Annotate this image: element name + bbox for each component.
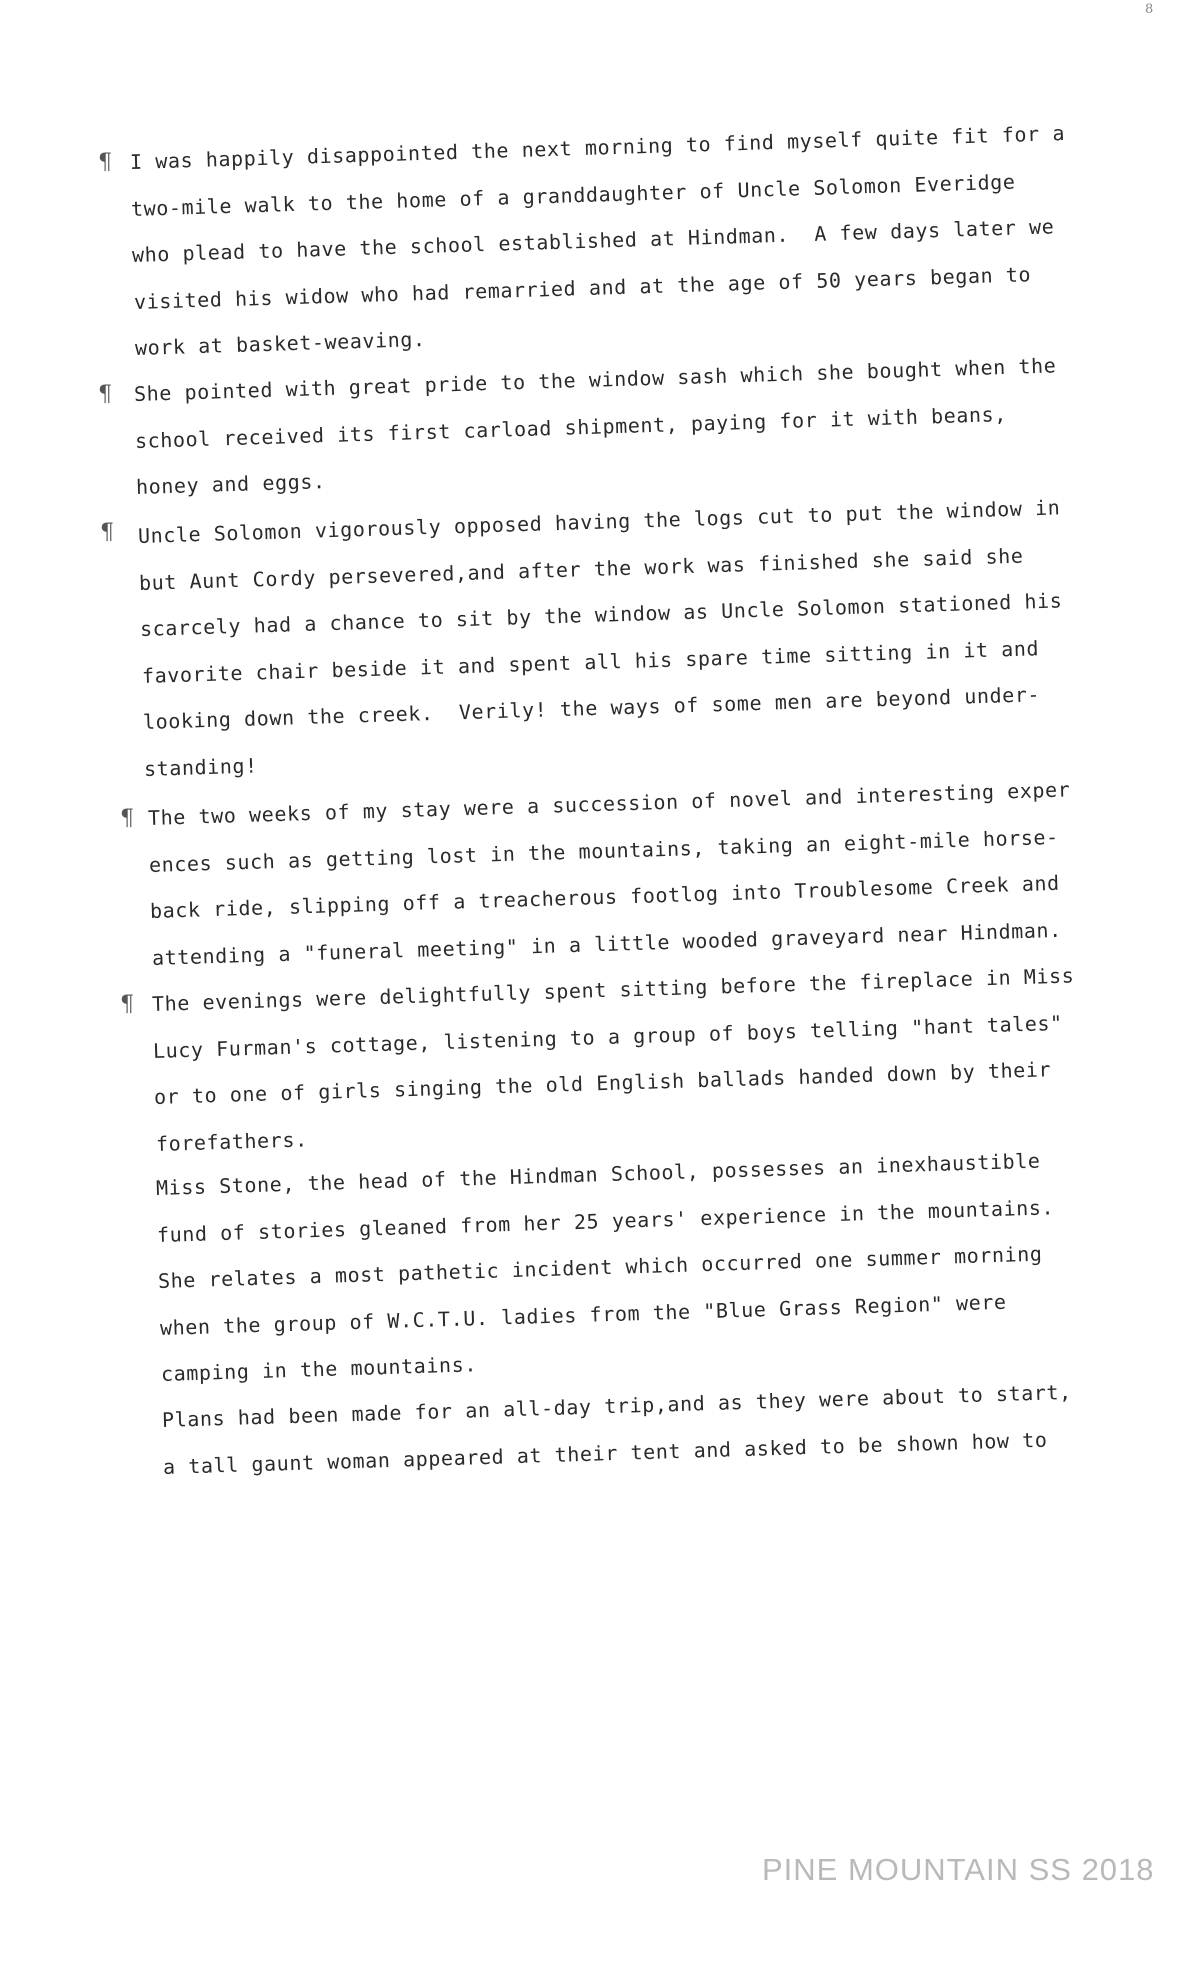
text-line: The evenings were delightfully spent sitting before the fireplace in Miss bbox=[151, 963, 1075, 1016]
text-line: looking down the creek. Verily! the ways of some men are beyond under- bbox=[142, 682, 1041, 734]
page-corner-mark: 8 bbox=[1145, 2, 1154, 17]
text-line: ences such as getting lost in the mountains, taking an eight-mile horse- bbox=[148, 824, 1060, 877]
text-line: when the group of W.C.T.U. ladies from the "Blue Grass Region" were bbox=[159, 1289, 1007, 1340]
text-line: She pointed with great pride to the window sash which she bought when the bbox=[133, 353, 1057, 406]
footer-watermark: PINE MOUNTAIN SS 2018 bbox=[762, 1852, 1155, 1887]
paragraph-mark: ¶ bbox=[120, 992, 134, 1017]
text-line: fund of stories gleaned from her 25 years' experience in the mountains. bbox=[156, 1194, 1055, 1247]
paragraph-mark: ¶ bbox=[98, 382, 112, 407]
text-line: who plead to have the school established at Hindman. A few days later we bbox=[132, 214, 1056, 267]
text-line: honey and eggs. bbox=[136, 469, 327, 499]
text-line: She relates a most pathetic incident which occurred one summer morning bbox=[158, 1241, 1044, 1293]
text-line: I was happily disappointed the next morning to find myself quite fit for a bbox=[129, 121, 1066, 174]
text-line: Uncle Solomon vigorously opposed having the logs cut to put the window in bbox=[137, 495, 1061, 548]
text-line: The two weeks of my stay were a succession of novel and interesting exper bbox=[147, 777, 1071, 830]
text-line: school received its first carload shipment, paying for it with beans, bbox=[134, 401, 1008, 453]
text-line: scarcely had a chance to sit by the window as Uncle Solomon stationed his bbox=[140, 588, 1064, 641]
text-line: work at basket-weaving. bbox=[134, 326, 426, 360]
text-line: back ride, slipping off a treacherous footlog into Troublesome Creek and bbox=[150, 870, 1061, 923]
text-line: visited his widow who had remarried and at the age of 50 years began to bbox=[133, 261, 1032, 314]
text-line: attending a "funeral meeting" in a little wooded graveyard near Hindman. bbox=[151, 917, 1062, 970]
text-line: forefathers. bbox=[155, 1126, 308, 1156]
paragraph-mark: ¶ bbox=[100, 520, 114, 545]
text-line: standing! bbox=[143, 752, 259, 781]
text-line: Plans had been made for an all-day trip,and as they were about to start, bbox=[161, 1379, 1073, 1432]
text-line: Lucy Furman's cottage, listening to a group of boys telling "hant tales" bbox=[152, 1010, 1064, 1063]
paragraph-mark: ¶ bbox=[120, 806, 134, 831]
text-line: two-mile walk to the home of a granddaughter of Uncle Solomon Everidge bbox=[130, 169, 1017, 221]
paragraph-mark: ¶ bbox=[98, 150, 112, 175]
text-line: but Aunt Cordy persevered,and after the work was finished she said she bbox=[138, 543, 1025, 595]
text-line: camping in the mountains. bbox=[160, 1352, 478, 1386]
text-line: or to one of girls singing the old English ballads handed down by their bbox=[154, 1057, 1052, 1109]
text-line: a tall gaunt woman appeared at their tent and asked to be shown how to bbox=[162, 1427, 1049, 1479]
text-line: favorite chair beside it and spent all his spare time sitting in it and bbox=[141, 635, 1040, 688]
text-line: Miss Stone, the head of the Hindman School, possesses an inexhaustible bbox=[155, 1148, 1041, 1200]
